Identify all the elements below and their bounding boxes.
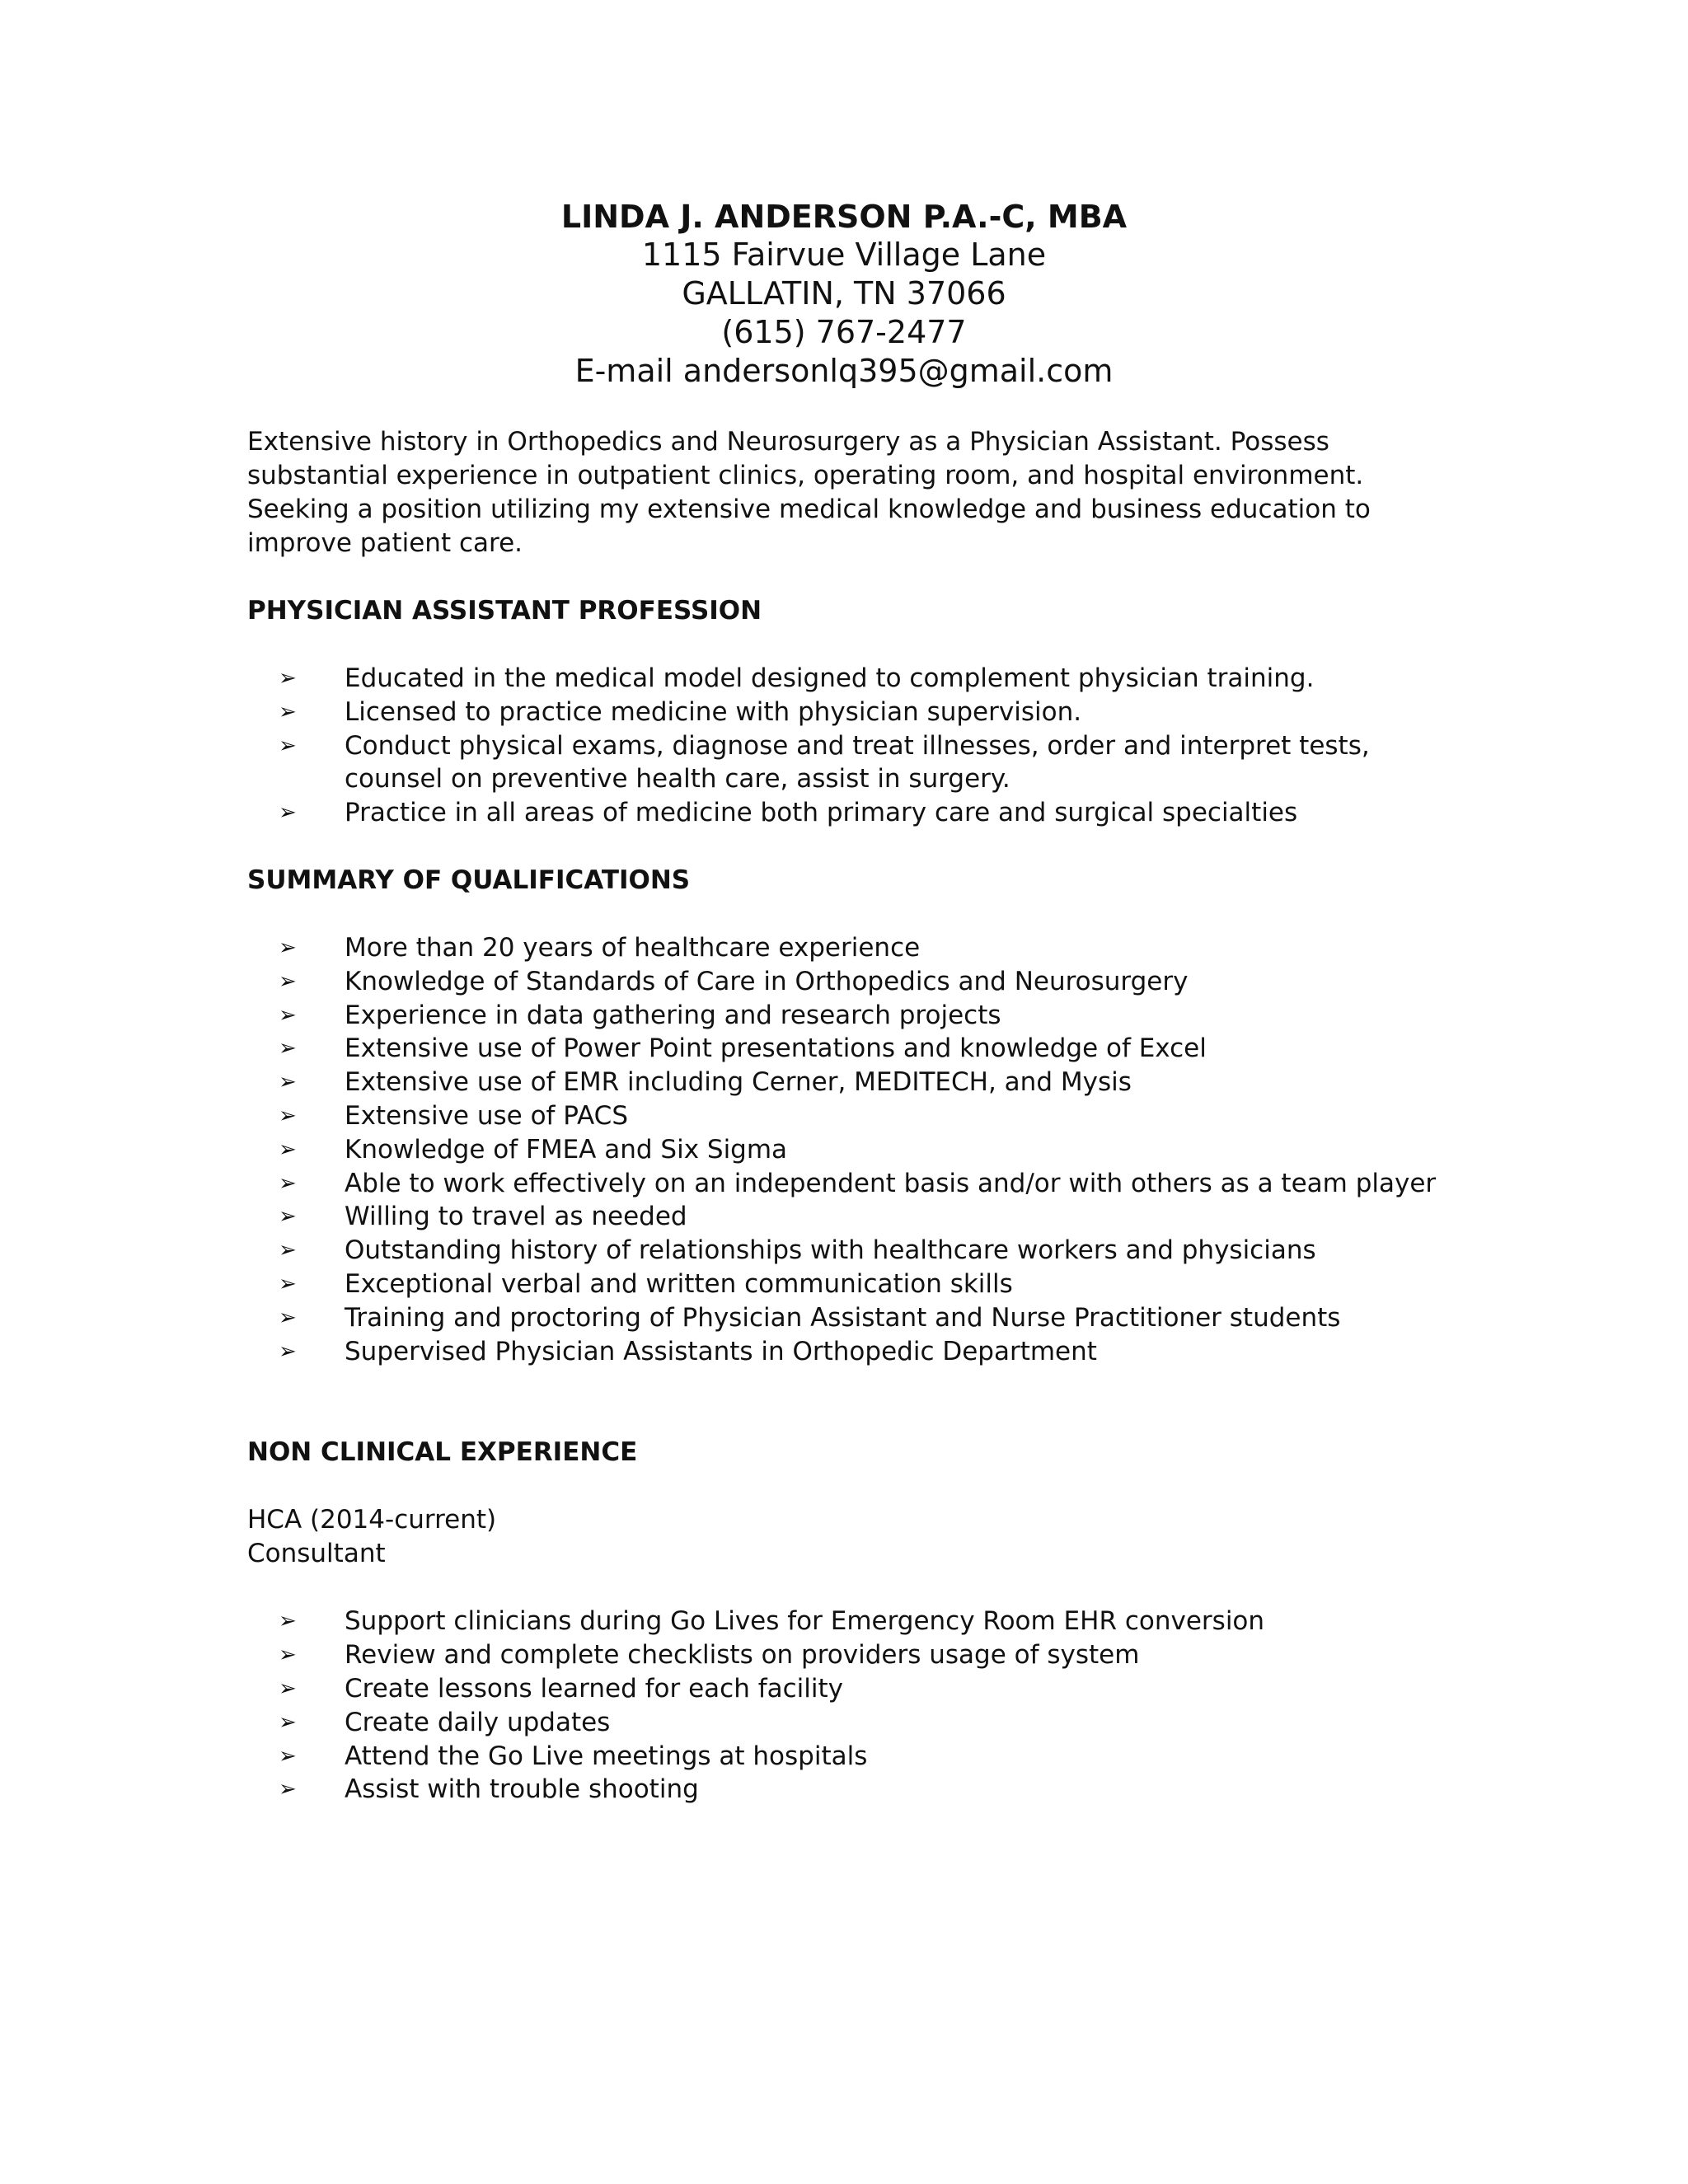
list-item: ➢ Exceptional verbal and written communication skills — [345, 1268, 1451, 1301]
list-item: ➢ Extensive use of PACS — [345, 1099, 1451, 1133]
section-heading-pa-profession: PHYSICIAN ASSISTANT PROFESSION — [247, 596, 762, 626]
phone-number: (615) 767-2477 — [721, 314, 967, 350]
arrowhead-bullet-icon: ➢ — [279, 699, 297, 724]
list-item: ➢ Able to work effectively on an independent basis and/or with others as a team player — [345, 1167, 1451, 1201]
section-heading-qualifications: SUMMARY OF QUALIFICATIONS — [247, 865, 691, 895]
arrowhead-bullet-icon: ➢ — [279, 1103, 297, 1128]
arrowhead-bullet-icon: ➢ — [279, 1271, 297, 1296]
professional-summary: Extensive history in Orthopedics and Neurosurgery as a Physician Assistant. Possess substantial experience in outpatient clinics, operating room, and hospital environment. Seeking a position utilizing my extensive medical knowledge and business education to improve patient care. — [247, 427, 1371, 558]
non-clinical-list — [247, 1605, 1451, 1807]
arrowhead-bullet-icon: ➢ — [279, 1170, 297, 1196]
email-address: E-mail andersonlq395@gmail.com — [574, 353, 1114, 389]
list-item: ➢ Experience in data gathering and research projects — [345, 999, 1451, 1033]
street-address: 1115 Fairvue Village Lane — [641, 237, 1047, 273]
list-item: ➢ Knowledge of Standards of Care in Orthopedics and Neurosurgery — [345, 965, 1451, 999]
arrowhead-bullet-icon: ➢ — [279, 1743, 297, 1769]
qualifications-list — [247, 931, 1451, 1368]
arrowhead-bullet-icon: ➢ — [279, 733, 297, 758]
contact-header — [0, 198, 1688, 391]
arrowhead-bullet-icon: ➢ — [279, 1204, 297, 1230]
list-item: ➢ Assist with trouble shooting — [345, 1773, 1451, 1807]
arrowhead-bullet-icon: ➢ — [279, 1238, 297, 1263]
arrowhead-bullet-icon: ➢ — [279, 666, 297, 691]
arrowhead-bullet-icon: ➢ — [279, 1305, 297, 1330]
resume-body — [247, 425, 1451, 1807]
list-item: ➢ Extensive use of Power Point presentations and knowledge of Excel — [345, 1032, 1451, 1066]
list-item: ➢ Knowledge of FMEA and Six Sigma — [345, 1133, 1451, 1167]
list-item: ➢ Supervised Physician Assistants in Orthopedic Department — [345, 1335, 1451, 1369]
arrowhead-bullet-icon: ➢ — [279, 1709, 297, 1735]
list-item: ➢ Attend the Go Live meetings at hospitals — [345, 1740, 1451, 1774]
list-item: ➢ Create daily updates — [345, 1706, 1451, 1740]
section-heading-non-clinical: NON CLINICAL EXPERIENCE — [247, 1437, 638, 1468]
list-item: ➢ Create lessons learned for each facility — [345, 1672, 1451, 1706]
list-item: ➢ Willing to travel as needed — [345, 1200, 1451, 1234]
arrowhead-bullet-icon: ➢ — [279, 1137, 297, 1162]
list-item: ➢ Training and proctoring of Physician Assistant and Nurse Practitioner students — [345, 1301, 1451, 1335]
arrowhead-bullet-icon: ➢ — [279, 1643, 297, 1668]
arrowhead-bullet-icon: ➢ — [279, 1338, 297, 1364]
list-item: ➢ Support clinicians during Go Lives for Emergency Room EHR conversion — [345, 1605, 1451, 1638]
list-item: ➢ More than 20 years of healthcare experience — [345, 931, 1451, 965]
arrowhead-bullet-icon: ➢ — [279, 1070, 297, 1095]
list-item: ➢ Licensed to practice medicine with physician supervision. — [345, 696, 1451, 729]
arrowhead-bullet-icon: ➢ — [279, 1675, 297, 1701]
pa-profession-list — [247, 662, 1451, 830]
arrowhead-bullet-icon: ➢ — [279, 1002, 297, 1028]
arrowhead-bullet-icon: ➢ — [279, 800, 297, 826]
arrowhead-bullet-icon: ➢ — [279, 968, 297, 994]
list-item: ➢ Practice in all areas of medicine both primary care and surgical specialties — [345, 796, 1451, 830]
city-state-zip: GALLATIN, TN 37066 — [682, 275, 1006, 312]
job-title: Consultant — [247, 1539, 386, 1569]
list-item: ➢ Educated in the medical model designed to complement physician training. — [345, 662, 1451, 696]
arrowhead-bullet-icon: ➢ — [279, 1036, 297, 1062]
candidate-name: LINDA J. ANDERSON P.A.-C, MBA — [560, 199, 1128, 235]
employer-and-dates: HCA (2014-current) — [247, 1505, 497, 1535]
list-item: ➢ Outstanding history of relationships with healthcare workers and physicians — [345, 1234, 1451, 1268]
list-item: ➢ Conduct physical exams, diagnose and treat illnesses, order and interpret tests, counsel on preventive health care, assist in surgery. — [279, 730, 1370, 794]
list-item: ➢ Extensive use of EMR including Cerner, MEDITECH, and Mysis — [345, 1066, 1451, 1099]
arrowhead-bullet-icon: ➢ — [279, 1777, 297, 1802]
list-item: ➢ Review and complete checklists on providers usage of system — [345, 1638, 1451, 1672]
arrowhead-bullet-icon: ➢ — [279, 935, 297, 960]
arrowhead-bullet-icon: ➢ — [279, 1609, 297, 1634]
